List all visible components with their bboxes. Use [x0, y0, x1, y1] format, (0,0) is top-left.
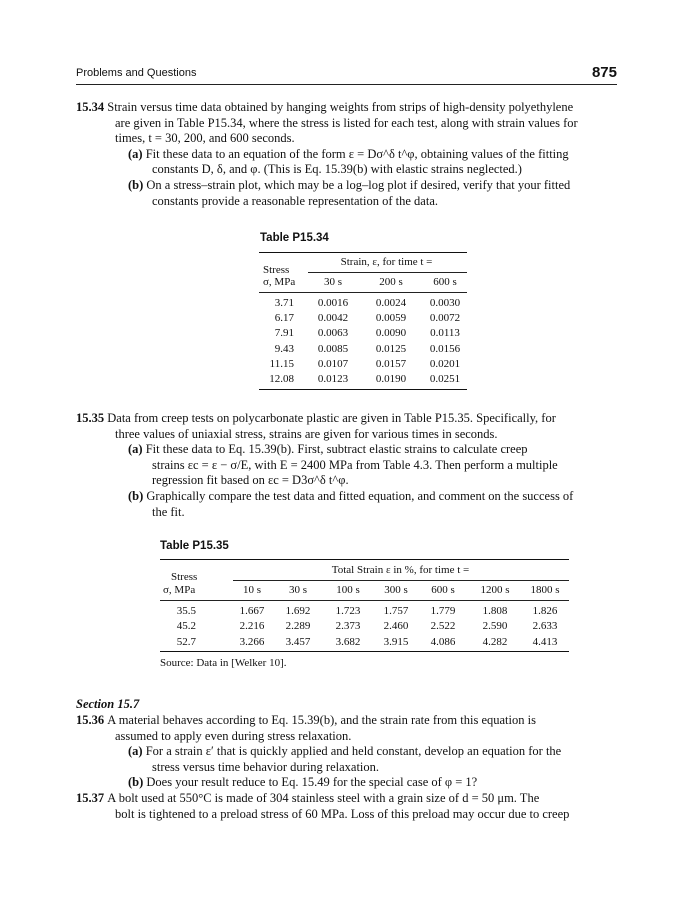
table-rule: [160, 651, 569, 652]
table-cell: 0.0072: [429, 312, 461, 325]
part-label: (a): [128, 744, 143, 759]
table-cell: 1.692: [285, 605, 311, 617]
table-cell: 1.757: [383, 605, 409, 617]
section-title: Section 15.7: [76, 697, 140, 711]
column-header: 30 s: [323, 276, 343, 288]
column-header: σ, MPa: [263, 276, 296, 288]
table-cell: 7.91: [274, 327, 294, 340]
table-rule: [160, 600, 569, 601]
running-title: Problems and Questions: [76, 67, 197, 79]
part-text: Graphically compare the test data and fitted equation, and comment on the success of: [146, 488, 574, 503]
table-cell: 3.266: [239, 635, 265, 648]
column-header: 1800 s: [530, 584, 560, 596]
problem-text: A bolt used at 550°C is made of 304 stainless steel with a grain size of d = 50 μm. The: [107, 791, 540, 805]
problem-text: three values of uniaxial stress, strains are given for various times in seconds.: [115, 426, 498, 441]
table-cell: 2.633: [532, 620, 558, 633]
column-header: 600 s: [433, 276, 457, 288]
table-cell: 1.723: [335, 605, 361, 617]
problem-text: are given in Table P15.34, where the stress is listed for each test, along with strain values for: [115, 115, 578, 130]
table-cell: 0.0059: [375, 312, 407, 325]
table-cell: 0.0125: [375, 342, 407, 355]
table-cell: 0.0016: [317, 297, 349, 309]
table-rule: [160, 559, 569, 560]
part-label: (a): [128, 146, 143, 161]
problem-15-35: [76, 411, 617, 520]
table-cell: 1.779: [430, 605, 456, 617]
problem-number: 15.36: [76, 713, 105, 727]
column-header: 1200 s: [480, 584, 510, 596]
column-header: 30 s: [288, 584, 308, 596]
column-header: 600 s: [431, 584, 455, 596]
table-cell: 0.0123: [317, 373, 349, 385]
table-cell: 0.0113: [430, 327, 460, 340]
column-header: Stress: [171, 571, 198, 583]
table-cell: 0.0251: [429, 373, 461, 385]
column-header: Stress: [263, 264, 290, 276]
table-cell: 4.413: [532, 635, 558, 648]
table-cell: 6.17: [274, 312, 294, 325]
table-cell: 1.667: [239, 605, 265, 617]
part-text: Fit these data to Eq. 15.39(b). First, subtract elastic strains to calculate creep: [145, 442, 528, 457]
problem-text: A material behaves according to Eq. 15.39(b), and the strain rate from this equation is: [107, 713, 536, 727]
table-cell: 3.71: [274, 297, 294, 309]
table-cell: 0.0085: [317, 342, 349, 355]
table-cell: 3.457: [285, 635, 311, 648]
problem-text: assumed to apply even during stress relaxation.: [115, 728, 352, 743]
problem-number: 15.35: [76, 411, 105, 425]
table-cell: 1.808: [482, 605, 508, 617]
table-title: Table P15.34: [260, 232, 329, 244]
part-label: (b): [128, 775, 144, 790]
problem-text: times, t = 30, 200, and 600 seconds.: [115, 131, 295, 146]
table-cell: 2.460: [383, 620, 409, 633]
table-cell: 0.0190: [375, 373, 407, 385]
part-text: constants provide a reasonable representation of the data.: [152, 193, 438, 208]
table-rule: [308, 272, 467, 273]
problem-15-37: [76, 791, 617, 822]
table-cell: 0.0090: [375, 327, 407, 340]
part-text: On a stress–strain plot, which may be a log–log plot if desired, verify that your fitted: [146, 177, 571, 192]
table-cell: 52.7: [176, 635, 196, 648]
column-header: σ, MPa: [163, 584, 196, 596]
part-text: For a strain ε′ that is quickly applied and held constant, develop an equation for the: [145, 744, 562, 759]
problem-15-34: [76, 100, 617, 209]
table-cell: 2.216: [239, 620, 265, 633]
part-text: Does your result reduce to Eq. 15.49 for the special case of φ = 1?: [146, 775, 478, 790]
part-text: Fit these data to an equation of the form ε = Dσ^δ t^φ, obtaining values of the fitting: [145, 146, 569, 161]
table-cell: 0.0157: [375, 357, 407, 370]
column-group-header: Total Strain ε in %, for time t =: [331, 564, 470, 576]
table-cell: 9.43: [274, 342, 294, 355]
table-cell: 2.522: [430, 620, 456, 633]
table-cell: 1.826: [532, 605, 558, 617]
problem-text: bolt is tightened to a preload stress of 60 MPa. Loss of this preload may occur due to creep: [115, 806, 570, 821]
column-header: 10 s: [242, 584, 262, 596]
table-cell: 4.282: [482, 635, 508, 648]
table-rule: [259, 389, 467, 390]
problem-number: 15.34: [76, 100, 105, 114]
problem-text: Data from creep tests on polycarbonate plastic are given in Table P15.35. Specifically, for: [107, 411, 556, 425]
table-cell: 11.15: [269, 357, 294, 370]
column-header: 300 s: [384, 584, 408, 596]
table-cell: 0.0024: [375, 297, 407, 309]
part-label: (a): [128, 442, 143, 457]
table-rule: [259, 292, 467, 293]
table-cell: 0.0107: [317, 357, 349, 370]
part-text: regression fit based on εc = D3σ^δ t^φ.: [152, 473, 349, 488]
table-cell: 2.373: [335, 620, 361, 633]
table-cell: 12.08: [269, 373, 294, 385]
table-cell: 45.2: [176, 620, 196, 633]
part-text: constants D, δ, and φ. (This is Eq. 15.39(b) with elastic strains neglected.): [152, 162, 522, 177]
table-rule: [233, 580, 569, 581]
table-cell: 0.0063: [317, 327, 349, 340]
table-cell: 35.5: [176, 605, 196, 617]
part-label: (b): [128, 177, 144, 192]
table-cell: 0.0042: [317, 312, 349, 325]
table-source: Source: Data in [Welker 10].: [160, 657, 287, 669]
problem-number: 15.37: [76, 791, 105, 805]
part-text: stress versus time behavior during relaxation.: [152, 759, 380, 774]
part-label: (b): [128, 488, 144, 503]
part-text: strains εc = ε − σ/E, with E = 2400 MPa from Table 4.3. Then perform a multiple: [152, 457, 558, 472]
table-cell: 0.0030: [429, 297, 461, 309]
table-cell: 0.0201: [429, 357, 461, 370]
table-title: Table P15.35: [160, 540, 229, 552]
table-cell: 3.915: [383, 635, 409, 648]
column-group-header: Strain, ε, for time t =: [340, 256, 433, 268]
problem-15-36: [76, 713, 617, 791]
page-number: 875: [591, 64, 617, 81]
table-cell: 2.289: [285, 620, 311, 633]
table-cell: 0.0156: [429, 342, 461, 355]
table-cell: 3.682: [335, 635, 361, 648]
table-cell: 2.590: [482, 620, 508, 633]
table-cell: 4.086: [430, 635, 456, 648]
page-header: [76, 66, 617, 85]
column-header: 200 s: [379, 276, 403, 288]
problem-text: Strain versus time data obtained by hanging weights from strips of high-density polyethylene: [107, 100, 574, 114]
part-text: the fit.: [152, 504, 185, 519]
column-header: 100 s: [336, 584, 360, 596]
table-rule: [259, 252, 467, 253]
